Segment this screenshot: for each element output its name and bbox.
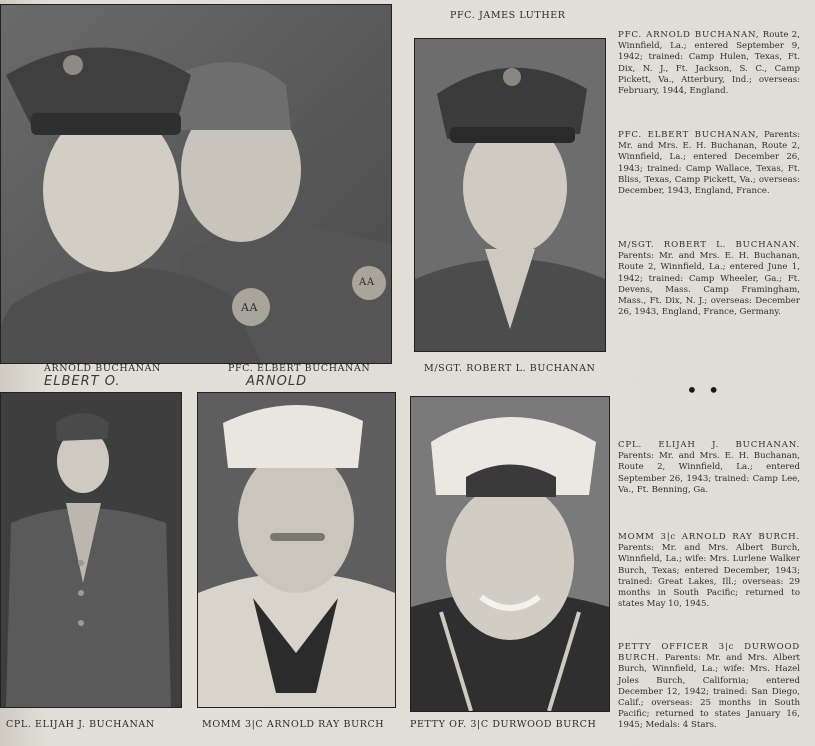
bio-name: MOMM 3|c ARNOLD RAY BURCH. — [618, 532, 800, 542]
portrait-two-soldiers — [1, 5, 391, 363]
caption-elijah-buchanan: CPL. ELIJAH J. BUCHANAN — [6, 719, 155, 730]
caption-arnold-buchanan: ARNOLD BUCHANAN — [44, 363, 161, 374]
photo-arnold-elbert-buchanan — [0, 4, 392, 364]
photo-arnold-ray-burch — [197, 392, 396, 708]
bio-arnold-ray-burch — [618, 532, 800, 610]
top-caption: PFC. JAMES LUTHER — [450, 10, 566, 21]
bio-name: PFC. ELBERT BUCHANAN, — [618, 130, 760, 140]
bio-name: PFC. ARNOLD BUCHANAN, — [618, 30, 760, 40]
bio-text: Parents: Mr. and Mrs. E. H. Buchanan, Route 2, Winnfield, La.; entered September 26, 1943; trained: Camp Lee, Va., Ft. Benning, Ga. — [618, 451, 800, 495]
bio-text: Parents: Mr. and Mrs. E. H. Buchanan, Route 2, Winnfield, La.; entered December 26, 1943; trained: Camp Wallace, Texas, Ft. Bliss, Texas, Camp Pickett, Va.; overseas: December, 1943, England, France. — [618, 130, 801, 197]
handwritten-note-right: ARNOLD — [246, 374, 308, 389]
bio-durwood-burch — [618, 642, 800, 732]
bio-elijah-buchanan — [618, 440, 800, 496]
handwritten-note-left: ELBERT O. — [44, 374, 121, 389]
bio-name: CPL. ELIJAH J. BUCHANAN. — [618, 440, 800, 450]
photo-durwood-burch — [410, 396, 610, 712]
portrait-soldier-uniform — [1, 393, 181, 707]
bio-text: Parents: Mr. and Mrs. Albert Burch, Winnfield, La.; wife: Mrs. Lurlene Walker Burch, Texas; entered December, 1943; trained: Great Lakes, Ill.; overseas: 29 months in South Pacific; returned to states May 10, 1945. — [618, 543, 800, 610]
caption-robert-buchanan: M/SGT. ROBERT L. BUCHANAN — [424, 363, 596, 374]
bio-text: Parents: Mr. and Mrs. Albert Burch, Winnfield, La.; wife: Mrs. Hazel Joles Burch, California; entered December 12, 1942; trained: San Diego, Calif.; overseas: 25 months in South Pacific; returned to states January 16, 1945; Medals: 4 Stars. — [618, 653, 800, 731]
caption-elbert-buchanan: PFC. ELBERT BUCHANAN — [228, 363, 371, 374]
badge-aa-right: AA — [359, 277, 375, 288]
caption-arnold-ray-burch: MOMM 3|C ARNOLD RAY BURCH — [202, 719, 385, 730]
photo-robert-buchanan — [414, 38, 606, 352]
caption-durwood-burch: PETTY OF. 3|C DURWOOD BURCH — [410, 719, 597, 730]
bio-robert-buchanan — [618, 240, 800, 318]
bio-arnold-buchanan — [618, 30, 800, 97]
bio-name: PETTY OFFICER 3|c DURWOOD BURCH. — [618, 642, 800, 664]
bio-text: Route 2, Winnfield, La.; entered September 9, 1942; trained: Camp Hulen, Texas, Ft. Dix, N. J., Ft. Jackson, S. C., Camp Pickett, Va., Atterbury, Ind.; overseas: February, 1944, England. — [618, 30, 800, 97]
photo-elijah-buchanan — [0, 392, 182, 708]
section-dots: •• — [686, 378, 730, 402]
bio-elbert-buchanan — [618, 130, 800, 197]
bio-name: M/SGT. ROBERT L. BUCHANAN. — [618, 240, 800, 250]
portrait-sailor-smiling — [411, 397, 609, 711]
badge-aa-left: AA — [241, 301, 259, 314]
portrait-sailor-cap — [198, 393, 395, 707]
portrait-soldier-cap — [415, 39, 605, 351]
bio-text: Parents: Mr. and Mrs. E. H. Buchanan, Route 2, Winnfield, La.; entered June 1, 1942; trained: Camp Wheeler, Ga.; Ft. Devens, Mass. Camp Framingham, Mass., Ft. Dix, N. J.; overseas: December 26, 1943, England, France, Germany. — [618, 251, 800, 318]
